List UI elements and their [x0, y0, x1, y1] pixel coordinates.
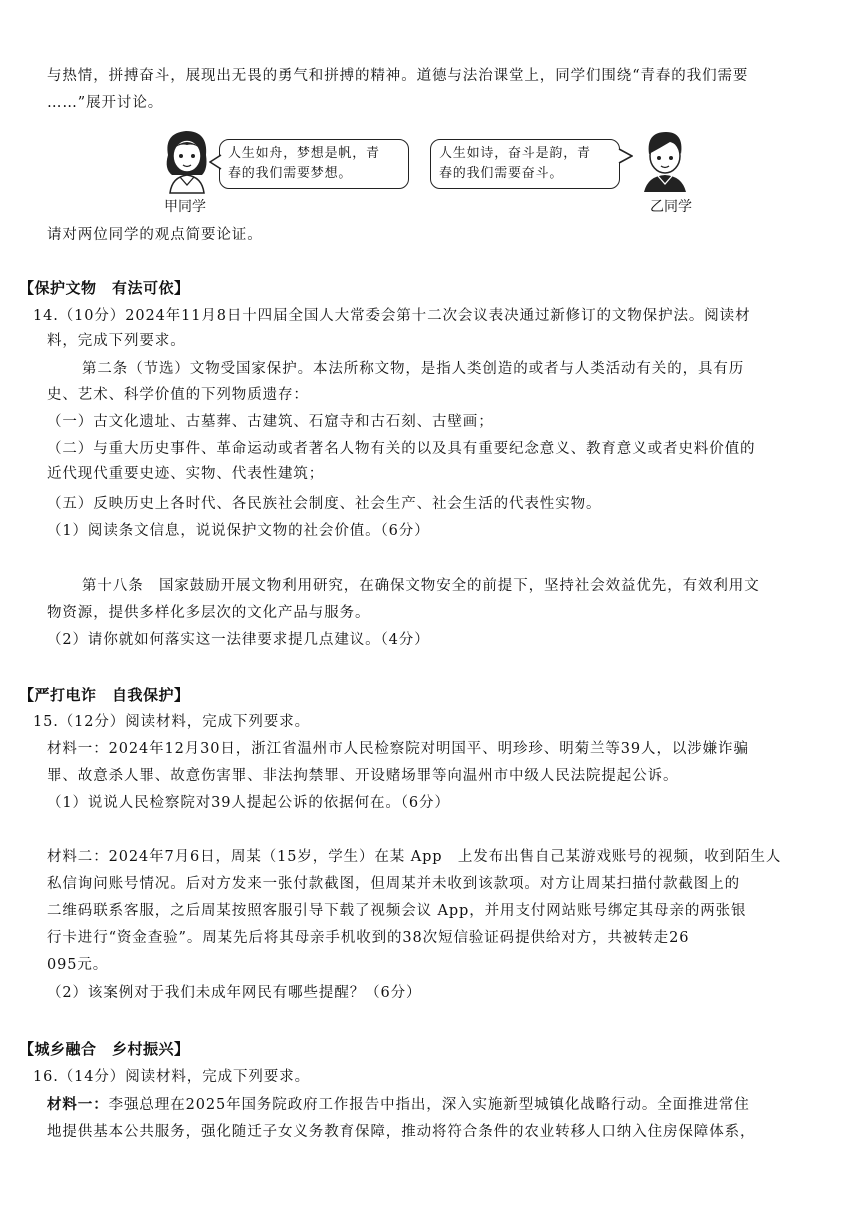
law-item: 近代现代重要史迹、实物、代表性建筑；: [47, 466, 325, 482]
bubble-tail-icon: [617, 148, 633, 164]
student-b-speech-bubble: [430, 139, 620, 189]
sub-question: （2）该案例对于我们未成年网民有哪些提醒？（6分）: [47, 985, 422, 1001]
sub-question: （1）说说人民检察院对39人提起公诉的依据何在。（6分）: [47, 795, 450, 811]
sub-question: （2）请你就如何落实这一法律要求提几点建议。（4分）: [47, 632, 430, 648]
law-article: 第十八条 国家鼓励开展文物利用研究，在确保文物安全的前提下，坚持社会效益优先，有效利用文: [82, 578, 760, 594]
student-b-name: 乙同学: [650, 199, 692, 215]
law-item: （二）与重大历史事件、革命运动或者著名人物有关的以及具有重要纪念意义、教育意义或者史料价值的: [47, 441, 756, 457]
section-title: 【保护文物 有法可依】: [19, 279, 190, 297]
intro-line: ……”展开讨论。: [47, 95, 164, 111]
law-article: 第二条（节选）文物受国家保护。本法所称文物，是指人类创造的或者与人类活动有关的，具有历: [82, 361, 745, 377]
question-stem: 料，完成下列要求。: [47, 333, 186, 349]
student-b-figure: [636, 124, 694, 194]
speech-line: 春的我们需要奋斗。: [439, 166, 564, 181]
material-text: 材料二：2024年7月6日，周某（15岁，学生）在某 App 上发布出售自己某游戏账号的视频，收到陌生人: [47, 849, 782, 865]
material-label: 材料一：: [47, 1096, 109, 1113]
material-text: 行卡进行“资金查验”。周某先后将其母亲手机收到的38次短信验证码提供给对方，共被转走26: [47, 930, 690, 946]
student-a-speech-bubble: [219, 139, 409, 189]
material-text: 地提供基本公共服务，强化随迁子女义务教育保障，推动将符合条件的农业转移人口纳入住房保障体系，: [47, 1124, 756, 1140]
material-text: 二维码联系客服，之后周某按照客服引导下载了视频会议 App，并用支付网站账号绑定其母亲的两张银: [47, 903, 747, 919]
question-stem: 14.（10分）2024年11月8日十四届全国人大常委会第十二次会议表决通过新修订的文物保护法。阅读材: [33, 308, 751, 324]
question-stem: 16.（14分）阅读材料，完成下列要求。: [33, 1069, 311, 1085]
material-text: 罪、故意杀人罪、故意伤害罪、非法拘禁罪、开设赌场罪等向温州市中级人民法院提起公诉。: [47, 768, 679, 784]
speech-line: 人生如诗，奋斗是韵，青: [439, 146, 591, 161]
intro-line: 与热情，拼搏奋斗，展现出无畏的勇气和拼搏的精神。道德与法治课堂上，同学们围绕“青春的我们需要: [47, 68, 749, 84]
section-title: 【严打电诈 自我保护】: [19, 686, 190, 704]
question-prompt: 请对两位同学的观点简要论证。: [47, 227, 263, 243]
material-text: 095元。: [47, 957, 109, 973]
sub-question: （1）阅读条文信息，说说保护文物的社会价值。（6分）: [47, 523, 430, 539]
speech-line: 春的我们需要梦想。: [228, 166, 353, 181]
material-text: 李强总理在2025年国务院政府工作报告中指出，深入实施新型城镇化战略行动。全面推进常住: [108, 1097, 750, 1113]
material-text: 材料一：2024年12月30日，浙江省温州市人民检察院对明国平、明珍珍、明菊兰等39人，以涉嫌诈骗: [47, 741, 749, 757]
law-article: 物资源，提供多样化多层次的文化产品与服务。: [47, 605, 371, 621]
material-text-line: [47, 1095, 750, 1115]
law-item: （一）古文化遗址、古墓葬、古建筑、石窟寺和古石刻、古壁画；: [47, 414, 494, 430]
law-article: 史、艺术、科学价值的下列物质遗存：: [47, 387, 309, 403]
bubble-tail-icon: [209, 154, 223, 170]
material-text: 私信询问账号情况。后对方发来一张付款截图，但周某并未收到该款项。对方让周某扫描付款截图上的: [47, 876, 740, 892]
student-a-name: 甲同学: [164, 199, 206, 215]
question-stem: 15.（12分）阅读材料，完成下列要求。: [33, 714, 311, 730]
law-item: （五）反映历史上各时代、各民族社会制度、社会生产、社会生活的代表性实物。: [47, 496, 602, 512]
section-title: 【城乡融合 乡村振兴】: [19, 1040, 190, 1058]
speech-line: 人生如舟，梦想是帆，青: [228, 146, 380, 161]
